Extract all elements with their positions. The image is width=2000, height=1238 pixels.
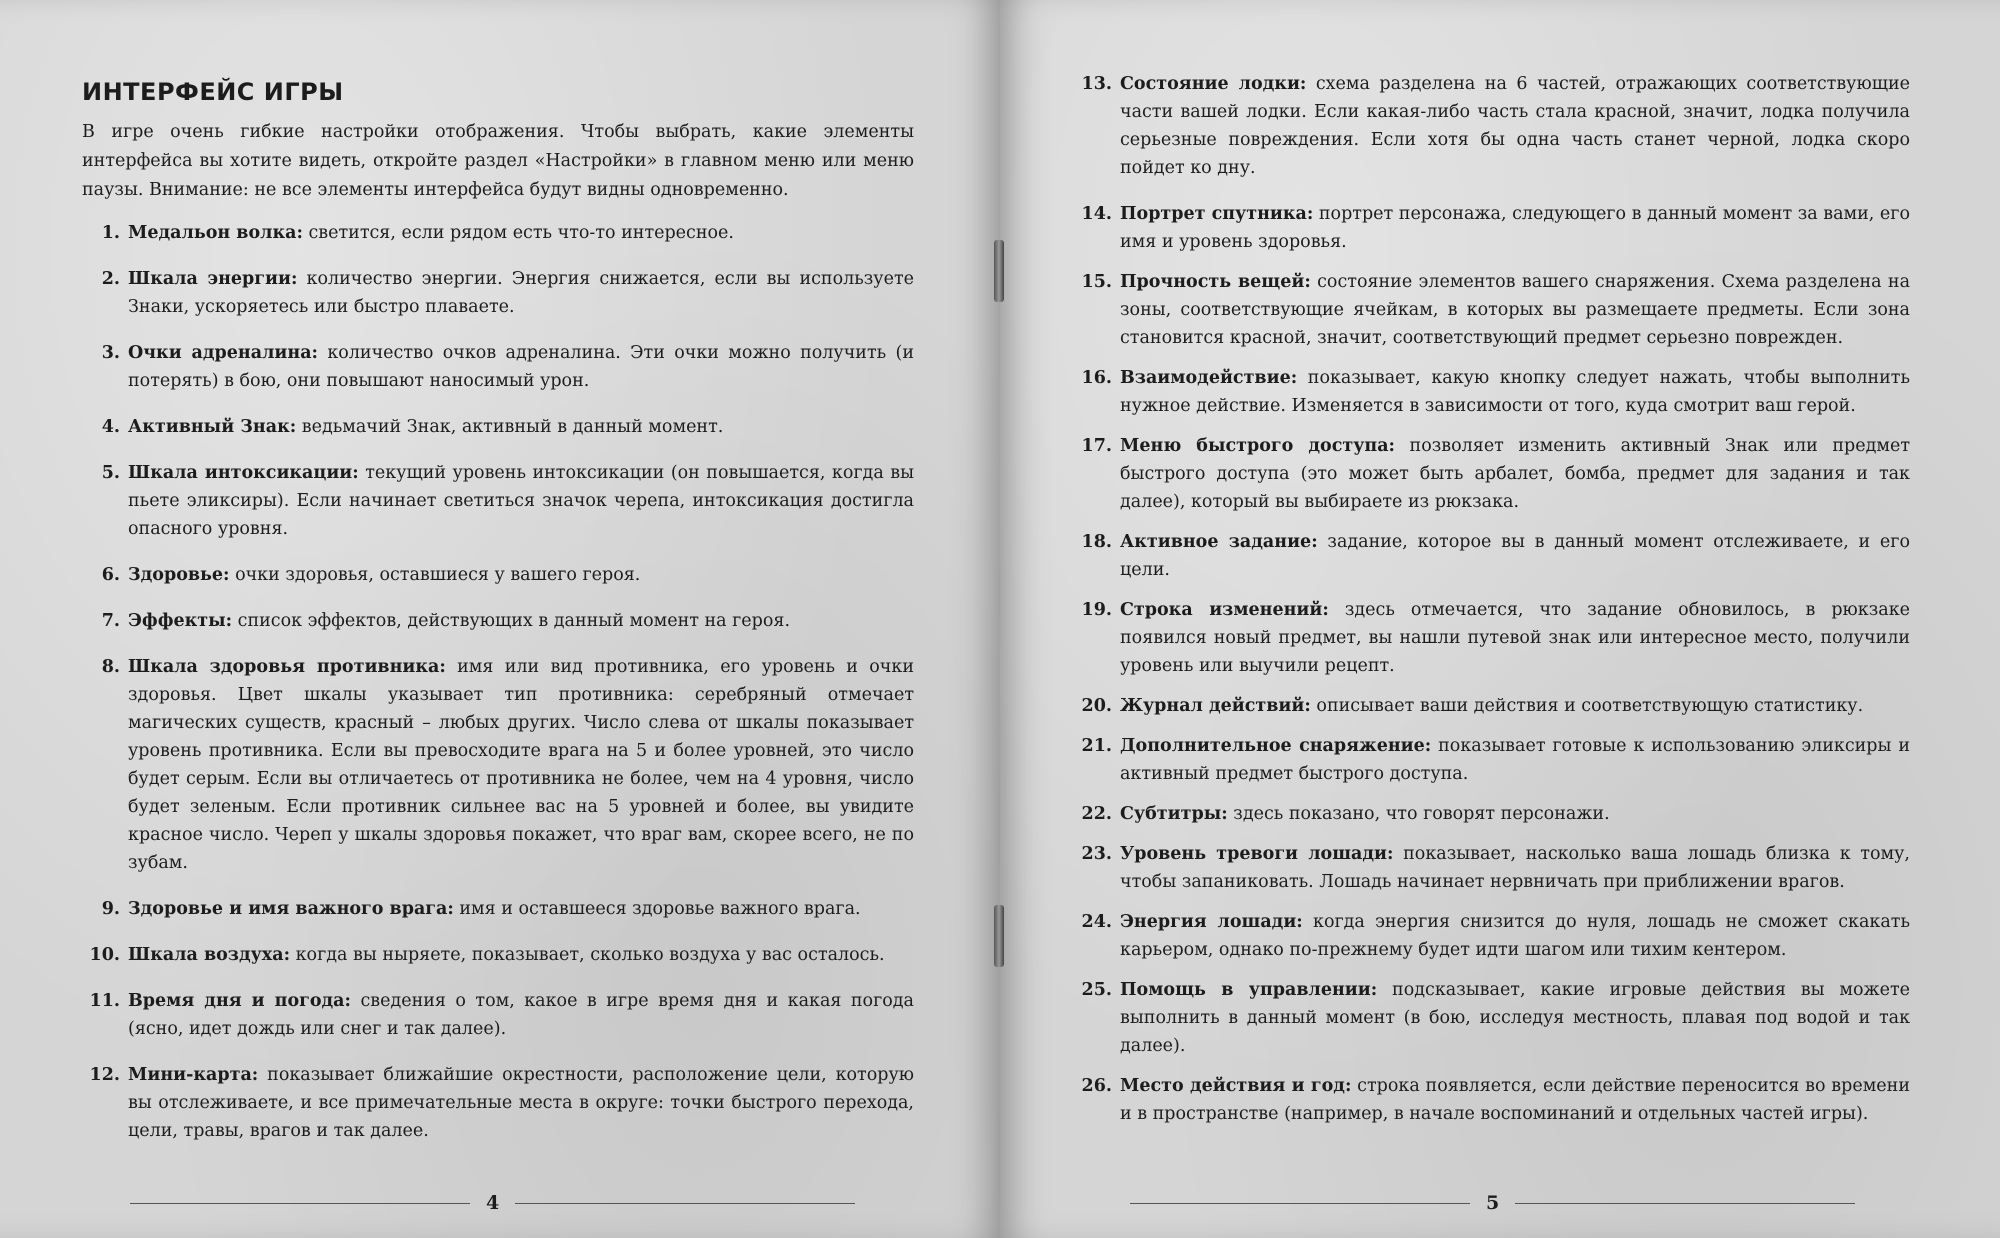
item-text: имя или вид противника, его уровень и очки здоровья. Цвет шкалы указывает тип противника: серебряный отмечает магических существ, красный – любых других. Число слева от шкалы показывает уровень противника. Если вы превосходите врага на 5 и более уровней, это число будет серым. Если вы отличаетесь от противника не более, чем на 4 уровня, число будет зеленым. Если противник сильнее вас на 5 уровней и более, вы увидите красное число. Череп у шкалы здоровья покажет, что враг вам, скорее всего, не по зубам. (128, 657, 914, 873)
item-description (128, 941, 914, 969)
list-item (1074, 596, 1910, 680)
item-term: Шкала воздуха: (128, 945, 291, 965)
item-text: имя и оставшееся здоровье важного врага. (453, 899, 861, 919)
item-text: количество очков адреналина. Эти очки можно получить (и потерять) в бою, они повышают наносимый урон. (128, 343, 914, 391)
item-term: Эффекты: (128, 611, 233, 631)
item-number: 2. (101, 269, 120, 289)
item-text: текущий уровень интоксикации (он повышается, когда вы пьете эликсиры). Если начинает светиться значок черепа, интоксикация достигла опасного уровня. (128, 463, 914, 539)
item-description (128, 561, 914, 589)
footer-rule (130, 1203, 470, 1204)
list-item (1074, 692, 1910, 720)
item-term: Здоровье: (128, 565, 230, 585)
item-description (1120, 692, 1910, 720)
list-item (82, 413, 914, 441)
item-description (1120, 908, 1910, 964)
item-description (128, 653, 914, 877)
item-term: Медальон волка: (128, 223, 303, 243)
left-items-list (82, 219, 914, 1145)
footer-rule (1515, 1203, 1855, 1204)
staple (994, 240, 1004, 302)
list-item (1074, 800, 1910, 828)
item-text: сведения о том, какое в игре время дня и какая погода (ясно, идет дождь или снег и так далее). (128, 991, 914, 1039)
item-term: Меню быстрого доступа: (1120, 436, 1396, 456)
list-item (82, 941, 914, 969)
item-description (1120, 528, 1910, 584)
item-number: 3. (101, 343, 120, 363)
list-item (1074, 268, 1910, 352)
item-number: 12. (89, 1065, 120, 1085)
item-description (1120, 976, 1910, 1060)
item-text: показывает, насколько ваша лошадь близка к тому, чтобы запаниковать. Лошадь начинает нервничать при приближении врагов. (1120, 844, 1910, 892)
item-term: Шкала интоксикации: (128, 463, 359, 483)
item-description (1120, 432, 1910, 516)
item-term: Строка изменений: (1120, 600, 1329, 620)
list-item (1074, 908, 1910, 964)
list-item (82, 339, 914, 395)
item-text: показывает готовые к использованию эликсиры и активный предмет быстрого доступа. (1120, 736, 1910, 784)
staple (994, 905, 1004, 967)
item-number: 24. (1081, 912, 1112, 932)
item-description (1120, 200, 1910, 256)
item-text: количество энергии. Энергия снижается, если вы используете Знаки, ускоряетесь или быстро плаваете. (128, 269, 914, 317)
item-number: 16. (1081, 368, 1112, 388)
list-item (82, 561, 914, 589)
item-description (1120, 840, 1910, 896)
item-term: Здоровье и имя важного врага: (128, 899, 454, 919)
item-number: 4. (101, 417, 120, 437)
item-text: схема разделена на 6 частей, отражающих соответствующие части вашей лодки. Если какая-либо часть стала красной, значит, лодка получила серьезные повреждения. Если хотя бы одна часть станет черной, лодка скоро пойдет ко дну. (1120, 74, 1911, 178)
item-text: состояние элементов вашего снаряжения. Схема разделена на зоны, соответствующие ячейкам, в которых вы размещаете предметы. Если зона становится красной, значит, соответствующий предмет серьезно поврежден. (1120, 272, 1911, 348)
item-term: Шкала здоровья противника: (128, 657, 446, 677)
list-item (82, 895, 914, 923)
item-description (1120, 268, 1910, 352)
intro-paragraph: В игре очень гибкие настройки отображения. Чтобы выбрать, какие элементы интерфейса вы хотите видеть, откройте раздел «Настройки» в главном меню или меню паузы. Внимание: не все элементы интерфейса будут видны одновременно. (82, 122, 914, 200)
item-text: здесь отмечается, что задание обновилось, в рюкзаке появился новый предмет, вы нашли путевой знак или интересное место, получили уровень или выучили рецепт. (1120, 600, 1910, 676)
item-number: 26. (1081, 1076, 1112, 1096)
page-number: 5 (1486, 1192, 1500, 1214)
item-number: 25. (1081, 980, 1112, 1000)
footer-rule (1130, 1203, 1470, 1204)
item-description (128, 987, 914, 1043)
item-text: здесь показано, что говорят персонажи. (1227, 804, 1610, 824)
item-description (1120, 596, 1910, 680)
list-item (1074, 528, 1910, 584)
item-text: портрет персонажа, следующего в данный момент за вами, его имя и уровень здоровья. (1120, 204, 1910, 252)
list-item (82, 653, 914, 877)
item-term: Портрет спутника: (1120, 204, 1314, 224)
item-number: 13. (1081, 74, 1112, 94)
item-number: 10. (89, 945, 120, 965)
item-description (1120, 364, 1910, 420)
item-term: Прочность вещей: (1120, 272, 1311, 292)
list-item (82, 219, 914, 247)
list-item (1074, 70, 1910, 182)
item-number: 14. (1081, 204, 1112, 224)
item-text: светится, если рядом есть что-то интересное. (302, 223, 734, 243)
item-term: Мини-карта: (128, 1065, 259, 1085)
list-item (82, 607, 914, 635)
item-number: 20. (1081, 696, 1112, 716)
item-number: 15. (1081, 272, 1112, 292)
item-term: Энергия лошади: (1120, 912, 1303, 932)
item-term: Уровень тревоги лошади: (1120, 844, 1394, 864)
item-text: когда вы ныряете, показывает, сколько воздуха у вас осталось. (290, 945, 885, 965)
list-item (1074, 976, 1910, 1060)
item-description (128, 339, 914, 395)
item-text: когда энергия снизится до нуля, лошадь не сможет скакать карьером, однако по-прежнему будет идти шагом или тихим кентером. (1120, 912, 1910, 960)
item-number: 19. (1081, 600, 1112, 620)
item-term: Активный Знак: (128, 417, 297, 437)
item-number: 22. (1081, 804, 1112, 824)
item-number: 9. (101, 899, 120, 919)
list-item (82, 987, 914, 1043)
left-page-content (82, 78, 914, 1145)
item-description (1120, 70, 1910, 182)
item-text: описывает ваши действия и соответствующую статистику. (1310, 696, 1864, 716)
item-term: Дополнительное снаряжение: (1120, 736, 1432, 756)
item-description (128, 1061, 914, 1145)
item-term: Журнал действий: (1120, 696, 1311, 716)
list-item (1074, 840, 1910, 896)
item-description (1120, 1072, 1910, 1128)
item-description (128, 413, 914, 441)
right-page-content (1074, 70, 1910, 1128)
list-item (1074, 432, 1910, 516)
item-term: Время дня и погода: (128, 991, 351, 1011)
item-term: Активное задание: (1120, 532, 1318, 552)
item-description (128, 607, 914, 635)
item-number: 18. (1081, 532, 1112, 552)
item-number: 5. (101, 463, 120, 483)
item-number: 1. (101, 223, 120, 243)
item-term: Шкала энергии: (128, 269, 298, 289)
list-item (82, 1061, 914, 1145)
item-term: Очки адреналина: (128, 343, 318, 363)
page-title: ИНТЕРФЕЙС ИГРЫ (82, 78, 344, 106)
item-number: 7. (101, 611, 120, 631)
item-text: позволяет изменить активный Знак или предмет быстрого доступа (это может быть арбалет, бомба, предмет для задания и так далее), который вы выбираете из рюкзака. (1120, 436, 1910, 512)
item-description (128, 459, 914, 543)
footer-rule (515, 1203, 855, 1204)
item-number: 11. (89, 991, 120, 1011)
list-item (82, 265, 914, 321)
item-description (1120, 732, 1910, 788)
item-text: список эффектов, действующих в данный момент на героя. (232, 611, 791, 631)
item-text: показывает ближайшие окрестности, расположение цели, которую вы отслеживаете, и все примечательные места в округе: точки быстрого перехода, цели, травы, врагов и так далее. (128, 1065, 914, 1141)
item-number: 23. (1081, 844, 1112, 864)
item-term: Место действия и год: (1120, 1076, 1352, 1096)
right-page-footer (1130, 1192, 1855, 1214)
page-number: 4 (486, 1192, 500, 1214)
item-text: подсказывает, какие игровые действия вы можете выполнить в данный момент (в бою, исследуя местность, плавая под водой и так далее). (1120, 980, 1910, 1056)
item-description (128, 219, 914, 247)
right-page (1000, 0, 2000, 1238)
list-item (1074, 732, 1910, 788)
list-item (1074, 1072, 1910, 1128)
item-text: строка появляется, если действие переносится во времени и в пространстве (например, в начале воспоминаний и отдельных частей игры). (1120, 1076, 1910, 1124)
item-description (128, 895, 914, 923)
list-item (1074, 200, 1910, 256)
left-page-footer (130, 1192, 855, 1214)
item-description (1120, 800, 1910, 828)
list-item (1074, 364, 1910, 420)
item-text: ведьмачий Знак, активный в данный момент. (296, 417, 724, 437)
item-number: 6. (101, 565, 120, 585)
item-term: Помощь в управлении: (1120, 980, 1378, 1000)
item-term: Состояние лодки: (1120, 74, 1307, 94)
item-term: Субтитры: (1120, 804, 1228, 824)
item-description (128, 265, 914, 321)
right-items-list (1074, 70, 1910, 1128)
item-term: Взаимодействие: (1120, 368, 1298, 388)
item-number: 17. (1081, 436, 1112, 456)
item-number: 8. (101, 657, 120, 677)
item-text: очки здоровья, оставшиеся у вашего героя. (229, 565, 641, 585)
item-number: 21. (1081, 736, 1112, 756)
item-text: показывает, какую кнопку следует нажать, чтобы выполнить нужное действие. Изменяется в зависимости от того, куда смотрит ваш герой. (1120, 368, 1910, 416)
item-text: задание, которое вы в данный момент отслеживаете, и его цели. (1120, 532, 1910, 580)
list-item (82, 459, 914, 543)
